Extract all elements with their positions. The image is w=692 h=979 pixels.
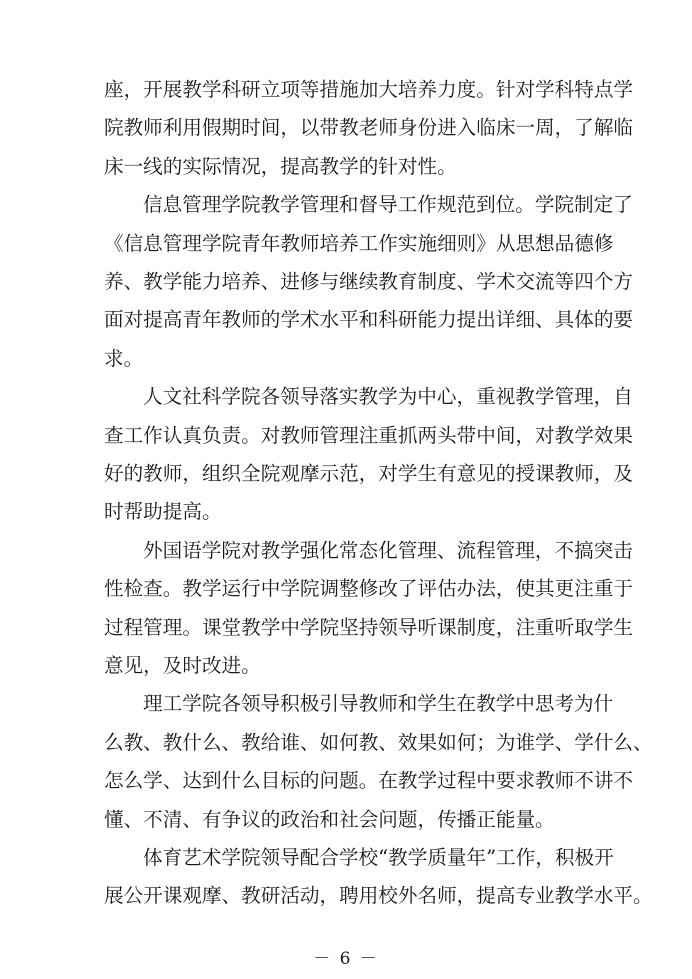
- paragraph-line: 性检查。教学运行中学院调整修改了评估办法，使其更注重于: [104, 577, 634, 600]
- paragraph-line: 时帮助提高。: [104, 500, 222, 523]
- paragraph-line: 么教、教什么、教给谁、如何教、效果如何；为谁学、学什么、: [104, 731, 653, 754]
- paragraph-line: 座，开展教学科研立项等措施加大培养力度。针对学科特点学: [104, 78, 634, 101]
- paragraph-line: 面对提高青年教师的学术水平和科研能力提出详细、具体的要: [104, 308, 634, 331]
- paragraph-line: 理工学院各领导积极引导教师和学生在教学中思考为什: [143, 692, 614, 715]
- paragraph-line: 怎么学、达到什么目标的问题。在教学过程中要求教师不讲不: [104, 769, 634, 792]
- paragraph-line: 体育艺术学院领导配合学校“教学质量年”工作，积极开: [143, 846, 614, 869]
- paragraph-line: 查工作认真负责。对教师管理注重抓两头带中间，对教学效果: [104, 424, 634, 447]
- paragraph-line: 信息管理学院教学管理和督导工作规范到位。学院制定了: [143, 193, 633, 216]
- paragraph-line: 懂、不清、有争议的政治和社会问题，传播正能量。: [104, 808, 555, 831]
- paragraph-line: 展公开课观摩、教研活动，聘用校外名师，提高专业教学水平。: [104, 884, 653, 907]
- paragraph-line: 意见，及时改进。: [104, 654, 261, 677]
- paragraph-line: 求。: [104, 347, 144, 370]
- page-number: － 6 －: [313, 949, 379, 969]
- paragraph-line: 床一线的实际情况，提高教学的针对性。: [104, 155, 457, 178]
- paragraph-line: 《信息管理学院青年教师培养工作实施细则》从思想品德修: [104, 232, 614, 255]
- paragraph-line: 过程管理。课堂教学中学院坚持领导听课制度，注重听取学生: [104, 616, 634, 639]
- paragraph-line: 外国语学院对教学强化常态化管理、流程管理，不搞突击: [143, 539, 633, 562]
- paragraph-line: 养、教学能力培养、进修与继续教育制度、学术交流等四个方: [104, 270, 634, 293]
- paragraph-line: 院教师利用假期时间，以带教老师身份进入临床一周，了解临: [104, 116, 634, 139]
- paragraph-line: 人文社科学院各领导落实教学为中心，重视教学管理，自: [143, 385, 633, 408]
- paragraph-line: 好的教师，组织全院观摩示范，对学生有意见的授课教师，及: [104, 462, 634, 485]
